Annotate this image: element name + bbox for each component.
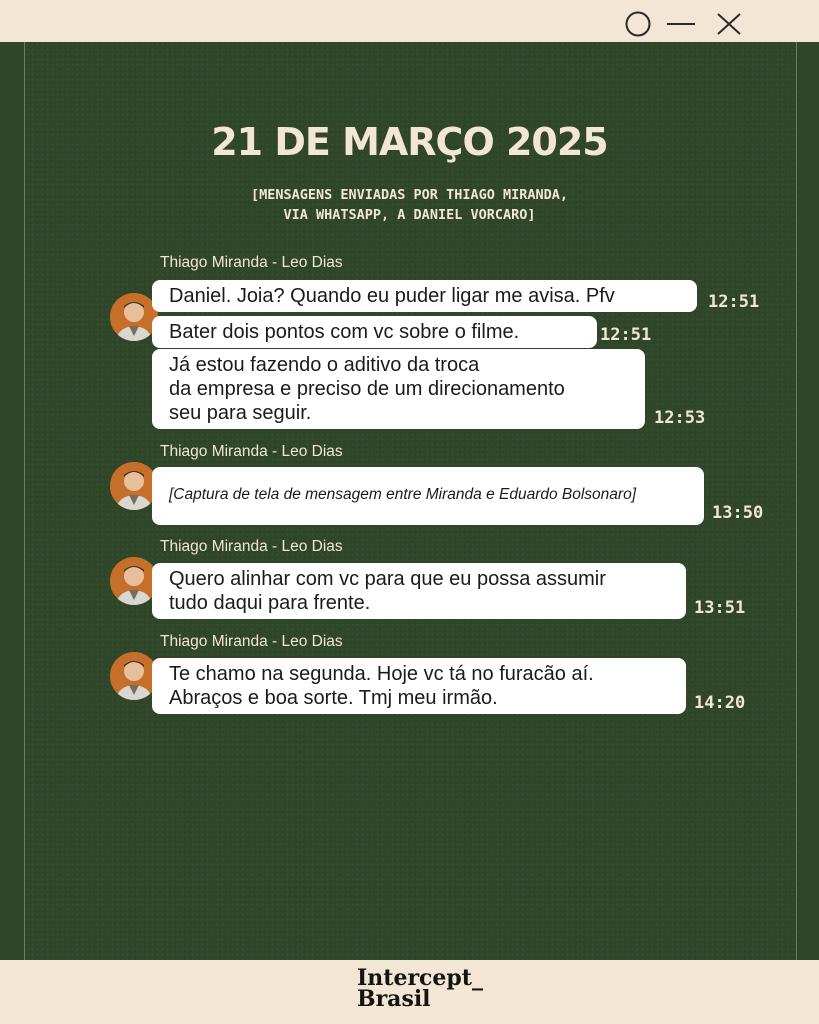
minimize-icon[interactable] <box>666 8 696 38</box>
page-subtitle <box>0 185 819 225</box>
message-bubble <box>152 563 686 619</box>
message-time: 14:20 <box>694 693 746 713</box>
message-line: Já estou fazendo o aditivo da troca <box>169 354 480 376</box>
page-title: 21 DE MARÇO 2025 <box>211 120 608 164</box>
sender-name: Thiago Miranda - Leo Dias <box>160 254 343 271</box>
message-bubble: Bater dois pontos com vc sobre o filme. <box>152 316 597 348</box>
person-icon <box>110 462 158 510</box>
subtitle-line-2: VIA WHATSAPP, A DANIEL VORCARO] <box>283 207 536 223</box>
message-bubble <box>152 349 645 429</box>
logo-line-1: Intercept_ <box>357 965 483 991</box>
message-time: 12:51 <box>600 325 652 345</box>
person-icon <box>110 652 158 700</box>
sender-name: Thiago Miranda - Leo Dias <box>160 633 343 650</box>
message-line: Te chamo na segunda. Hoje vc tá no furacão aí. <box>169 663 594 685</box>
person-icon <box>110 557 158 605</box>
subtitle-line-1: [MENSAGENS ENVIADAS POR THIAGO MIRANDA, <box>251 187 568 203</box>
avatar <box>110 557 158 605</box>
message-time: 13:50 <box>712 503 764 523</box>
message-bubble: Daniel. Joia? Quando eu puder ligar me avisa. Pfv <box>152 280 697 312</box>
close-icon[interactable] <box>714 8 744 38</box>
intercept-brasil-logo <box>357 965 483 1012</box>
logo-line-2: Brasil <box>357 986 431 1012</box>
message-line: da empresa e preciso de um direcionamento <box>169 378 565 400</box>
message-line: Quero alinhar com vc para que eu possa assumir <box>169 568 606 590</box>
sender-name: Thiago Miranda - Leo Dias <box>160 443 343 460</box>
person-icon <box>110 293 158 341</box>
panel-edge-right <box>797 42 819 960</box>
window-titlebar <box>0 0 819 42</box>
message-line: Abraços e boa sorte. Tmj meu irmão. <box>169 687 498 709</box>
avatar <box>110 293 158 341</box>
avatar <box>110 462 158 510</box>
message-time: 13:51 <box>694 598 746 618</box>
message-line: seu para seguir. <box>169 402 312 424</box>
message-time: 12:53 <box>654 408 706 428</box>
panel-edge-left <box>0 42 24 960</box>
avatar <box>110 652 158 700</box>
message-line: tudo daqui para frente. <box>169 592 371 614</box>
circle-icon[interactable] <box>624 8 654 38</box>
message-bubble: [Captura de tela de mensagem entre Miranda e Eduardo Bolsonaro] <box>152 467 704 525</box>
sender-name: Thiago Miranda - Leo Dias <box>160 538 343 555</box>
message-bubble <box>152 658 686 714</box>
message-time: 12:51 <box>708 292 760 312</box>
